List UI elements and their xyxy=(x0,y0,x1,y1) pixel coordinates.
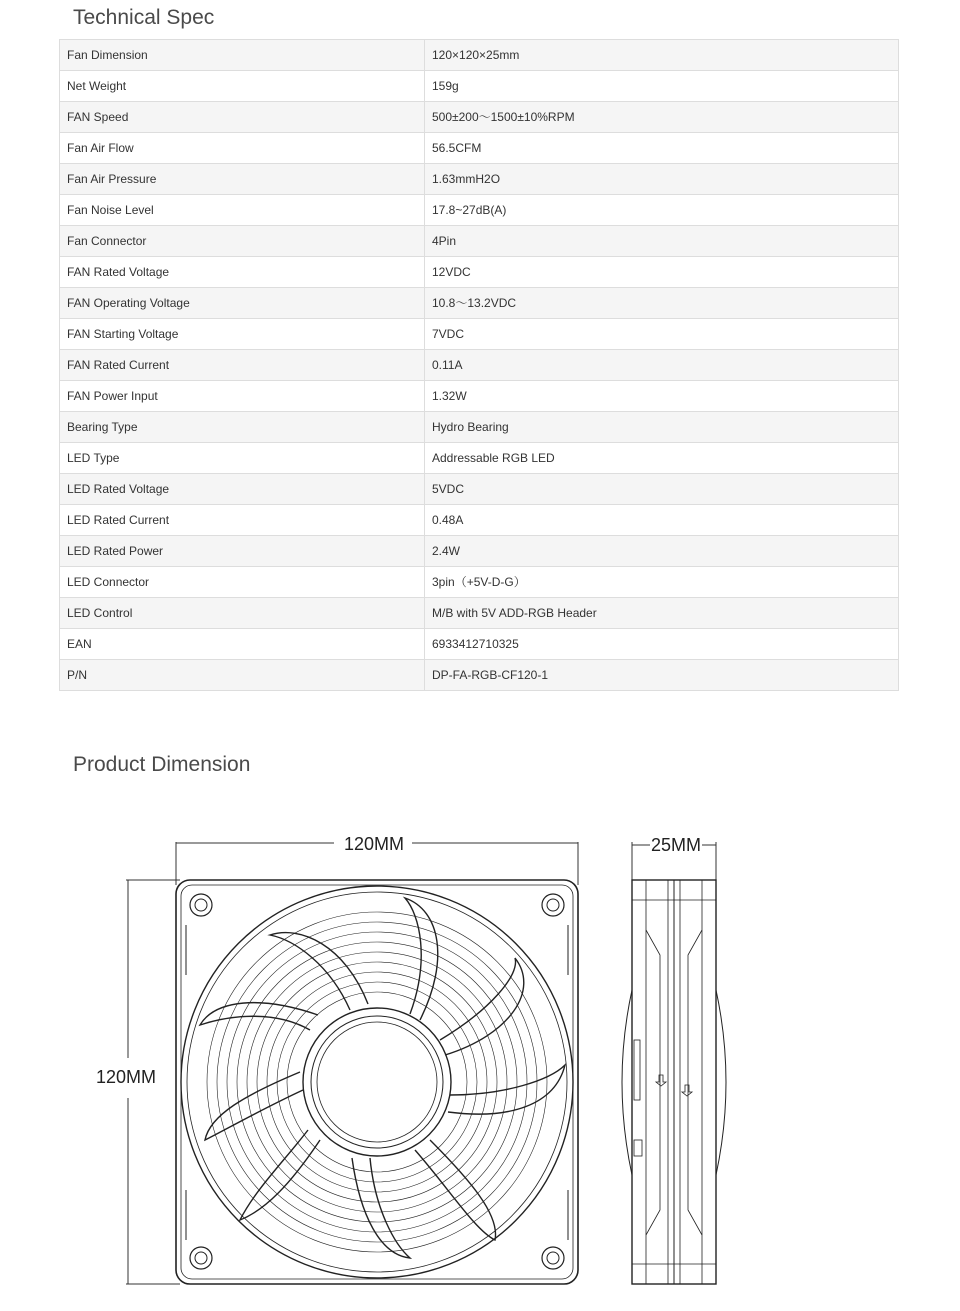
table-row xyxy=(60,102,899,133)
spec-value: 1.32W xyxy=(425,381,899,412)
spec-label: FAN Starting Voltage xyxy=(60,319,425,350)
table-row xyxy=(60,350,899,381)
table-row xyxy=(60,71,899,102)
table-row xyxy=(60,195,899,226)
table-row xyxy=(60,629,899,660)
width-label: 120MM xyxy=(343,834,405,854)
spec-label: FAN Operating Voltage xyxy=(60,288,425,319)
table-row xyxy=(60,257,899,288)
table-row xyxy=(60,567,899,598)
spec-value: 0.11A xyxy=(425,350,899,381)
spec-label: LED Rated Current xyxy=(60,505,425,536)
fan-front-view xyxy=(176,880,578,1284)
spec-value: 5VDC xyxy=(425,474,899,505)
spec-label: FAN Rated Current xyxy=(60,350,425,381)
spec-label: Fan Connector xyxy=(60,226,425,257)
spec-label: FAN Rated Voltage xyxy=(60,257,425,288)
spec-value: 56.5CFM xyxy=(425,133,899,164)
spec-value: 120×120×25mm xyxy=(425,40,899,71)
spec-table xyxy=(59,39,899,691)
table-row xyxy=(60,381,899,412)
spec-label: Fan Air Flow xyxy=(60,133,425,164)
spec-value: Addressable RGB LED xyxy=(425,443,899,474)
table-row xyxy=(60,412,899,443)
table-row xyxy=(60,505,899,536)
table-row xyxy=(60,598,899,629)
table-row xyxy=(60,40,899,71)
spec-label: LED Control xyxy=(60,598,425,629)
spec-label: EAN xyxy=(60,629,425,660)
table-row xyxy=(60,660,899,691)
spec-label: LED Connector xyxy=(60,567,425,598)
spec-label: FAN Speed xyxy=(60,102,425,133)
spec-label: P/N xyxy=(60,660,425,691)
spec-value: 12VDC xyxy=(425,257,899,288)
table-row xyxy=(60,319,899,350)
depth-label: 25MM xyxy=(650,835,702,855)
spec-label: LED Rated Voltage xyxy=(60,474,425,505)
table-row xyxy=(60,164,899,195)
spec-label: Net Weight xyxy=(60,71,425,102)
spec-value: Hydro Bearing xyxy=(425,412,899,443)
spec-value: 159g xyxy=(425,71,899,102)
spec-value: DP-FA-RGB-CF120-1 xyxy=(425,660,899,691)
technical-spec-title: Technical Spec xyxy=(73,6,215,29)
fan-dimension-drawing xyxy=(0,820,960,1311)
spec-value: 500±200～1500±10%RPM xyxy=(425,102,899,133)
height-label: 120MM xyxy=(95,1067,157,1087)
spec-label: Fan Dimension xyxy=(60,40,425,71)
spec-value: 4Pin xyxy=(425,226,899,257)
fan-side-view xyxy=(622,880,726,1284)
spec-value: 7VDC xyxy=(425,319,899,350)
spec-label: FAN Power Input xyxy=(60,381,425,412)
spec-value: 17.8~27dB(A) xyxy=(425,195,899,226)
spec-value: M/B with 5V ADD-RGB Header xyxy=(425,598,899,629)
spec-label: LED Rated Power xyxy=(60,536,425,567)
table-row xyxy=(60,536,899,567)
spec-label: Bearing Type xyxy=(60,412,425,443)
spec-label: Fan Noise Level xyxy=(60,195,425,226)
table-row xyxy=(60,133,899,164)
spec-value: 10.8～13.2VDC xyxy=(425,288,899,319)
spec-label: LED Type xyxy=(60,443,425,474)
spec-value: 1.63mmH2O xyxy=(425,164,899,195)
spec-value: 6933412710325 xyxy=(425,629,899,660)
spec-value: 0.48A xyxy=(425,505,899,536)
table-row xyxy=(60,474,899,505)
spec-label: Fan Air Pressure xyxy=(60,164,425,195)
spec-value: 2.4W xyxy=(425,536,899,567)
table-row xyxy=(60,288,899,319)
table-row xyxy=(60,443,899,474)
spec-value: 3pin（+5V-D-G） xyxy=(425,567,899,598)
product-dimension-title: Product Dimension xyxy=(73,753,251,776)
table-row xyxy=(60,226,899,257)
